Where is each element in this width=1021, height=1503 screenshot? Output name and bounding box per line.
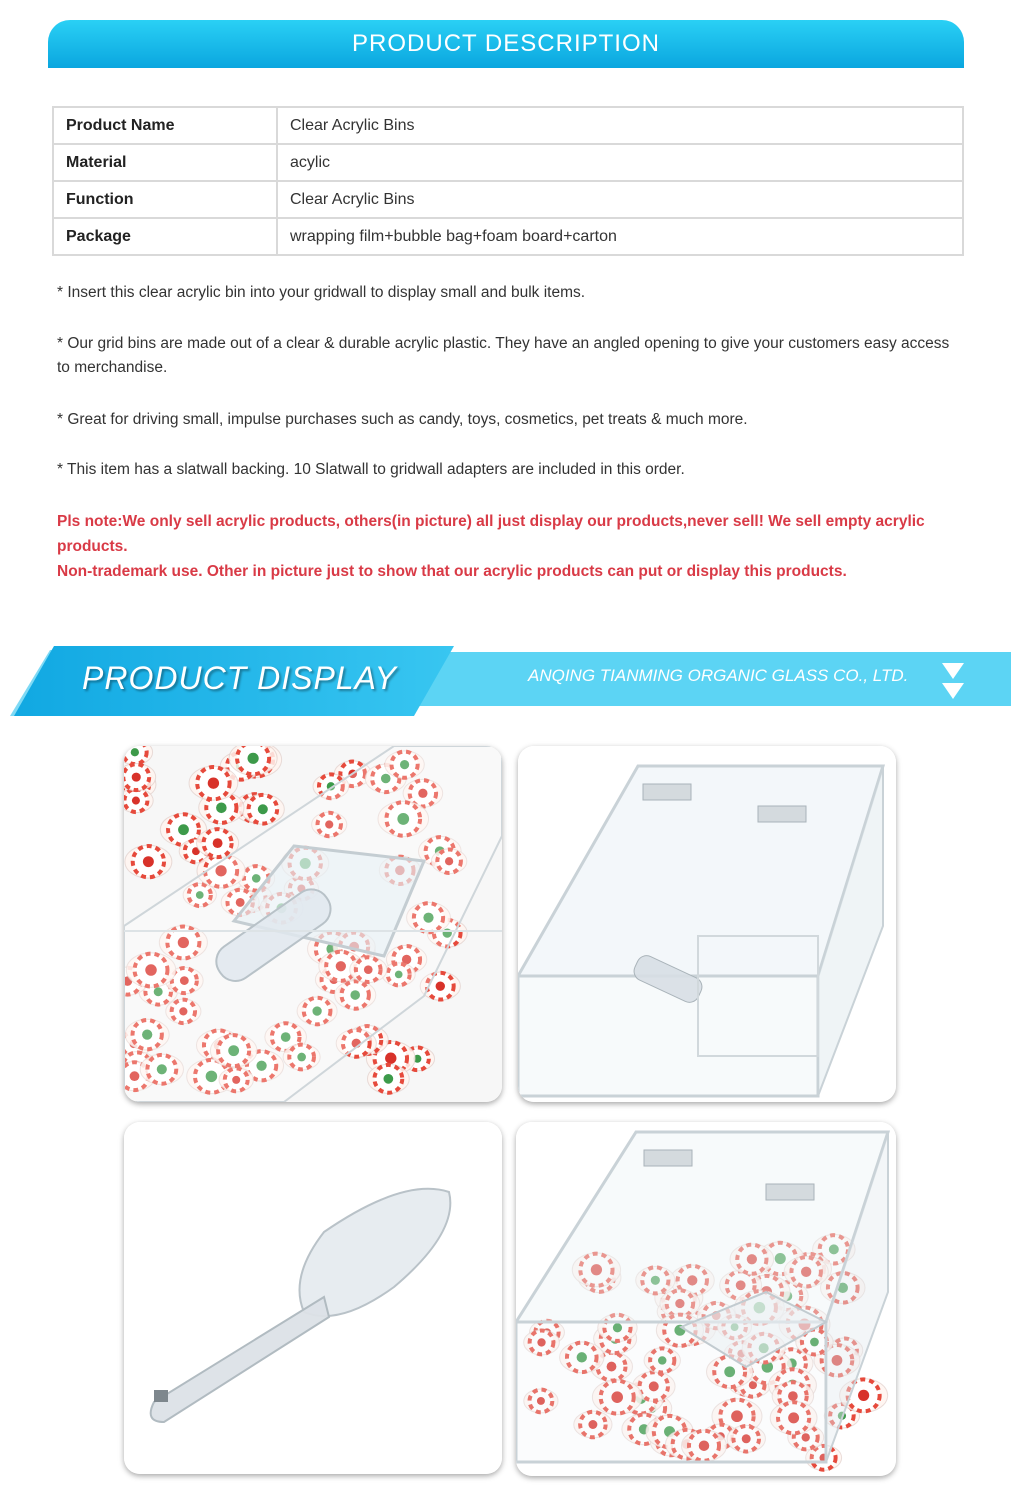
warning-note <box>57 509 962 584</box>
spec-table <box>52 106 964 256</box>
warning-line-2: Non-trademark use. Other in picture just to show that our acrylic products can put or display this products. <box>57 563 847 580</box>
table-row <box>53 107 963 144</box>
product-display-title: PRODUCT DISPLAY <box>82 660 397 696</box>
table-row <box>53 218 963 255</box>
company-name: ANQING TIANMING ORGANIC GLASS CO., LTD. <box>528 666 909 685</box>
photo-empty-bin <box>518 746 896 1102</box>
spec-value: Clear Acrylic Bins <box>277 181 963 218</box>
photo-scoop <box>124 1122 502 1474</box>
spec-key: Material <box>53 144 277 181</box>
photo-candy-bin-lid <box>516 1122 896 1476</box>
spec-value: acylic <box>277 144 963 181</box>
scoop-image <box>124 1122 502 1474</box>
note-insert: * Insert this clear acrylic bin into your gridwall to display small and bulk items. <box>57 284 586 301</box>
candy-bin-image <box>124 746 502 1102</box>
warning-line-1: Pls note:We only sell acrylic products, others(in picture) all just display our products,never sell! We sell empty acrylic products. <box>57 513 925 555</box>
spec-key: Package <box>53 218 277 255</box>
empty-bin-image <box>518 746 896 1102</box>
product-description-header: PRODUCT DESCRIPTION <box>48 20 964 68</box>
photo-candy-bin-closeup <box>124 746 502 1102</box>
note-backing: * This item has a slatwall backing. 10 Slatwall to gridwall adapters are included in this order. <box>57 461 685 478</box>
note-material: * Our grid bins are made out of a clear & durable acrylic plastic. They have an angled opening to give your customers easy access to merchandise. <box>57 335 950 376</box>
table-row <box>53 144 963 181</box>
spec-key: Function <box>53 181 277 218</box>
double-chevron-down-icon <box>942 661 964 701</box>
spec-key: Product Name <box>53 107 277 144</box>
table-row <box>53 181 963 218</box>
candy-bin-lid-image <box>516 1122 896 1476</box>
product-display-banner <box>0 646 1021 718</box>
spec-value: Clear Acrylic Bins <box>277 107 963 144</box>
spec-value: wrapping film+bubble bag+foam board+carton <box>277 218 963 255</box>
note-uses: * Great for driving small, impulse purchases such as candy, toys, cosmetics, pet treats & much more. <box>57 411 748 428</box>
